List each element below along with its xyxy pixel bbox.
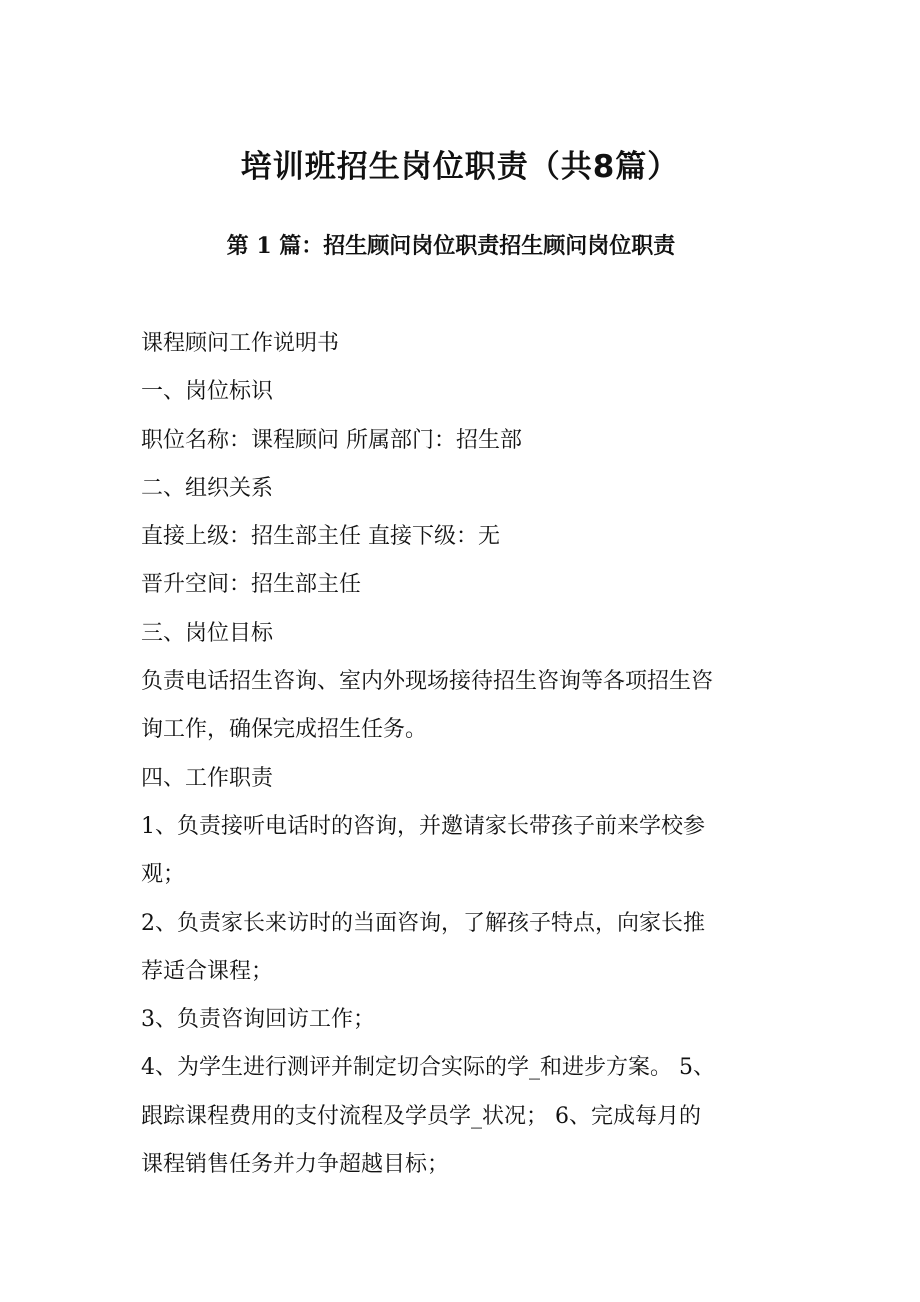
document-subtitle: 第 1 篇：招生顾问岗位职责招生顾问岗位职责 — [226, 233, 676, 259]
body-line: 1、负责接听电话时的咨询，并邀请家长带孩子前来学校参 — [141, 813, 705, 839]
body-line: 课程顾问工作说明书 — [141, 331, 340, 356]
body-line: 询工作，确保完成招生任务。 — [141, 717, 428, 743]
body-line: 荐适合课程； — [141, 958, 274, 984]
body-line: 职位名称：课程顾问 所属部门：招生部 — [141, 427, 522, 453]
body-line: 跟踪课程费用的支付流程及学员学_状况； 6、完成每月的 — [141, 1103, 701, 1129]
body-line: 四、工作职责 — [141, 765, 274, 791]
body-line: 2、负责家长来访时的当面咨询，了解孩子特点，向家长推 — [141, 910, 705, 936]
document-body — [141, 320, 801, 1189]
body-line: 二、组织关系 — [141, 475, 274, 501]
body-line: 观； — [141, 862, 186, 888]
body-line: 晋升空间：招生部主任 — [141, 572, 362, 598]
body-line: 负责电话招生咨询、室内外现场接待招生咨询等各项招生咨 — [141, 669, 714, 695]
body-line: 三、岗位目标 — [141, 620, 274, 646]
body-line: 一、岗位标识 — [141, 379, 274, 405]
body-line: 直接上级：招生部主任 直接下级：无 — [141, 524, 500, 550]
body-line: 课程销售任务并力争超越目标； — [141, 1152, 450, 1178]
body-line: 4、为学生进行测评并制定切合实际的学_和进步方案。 5、 — [141, 1055, 715, 1081]
document-title: 培训班招生岗位职责（共8篇） — [240, 149, 680, 185]
body-line: 3、负责咨询回访工作； — [141, 1007, 375, 1033]
